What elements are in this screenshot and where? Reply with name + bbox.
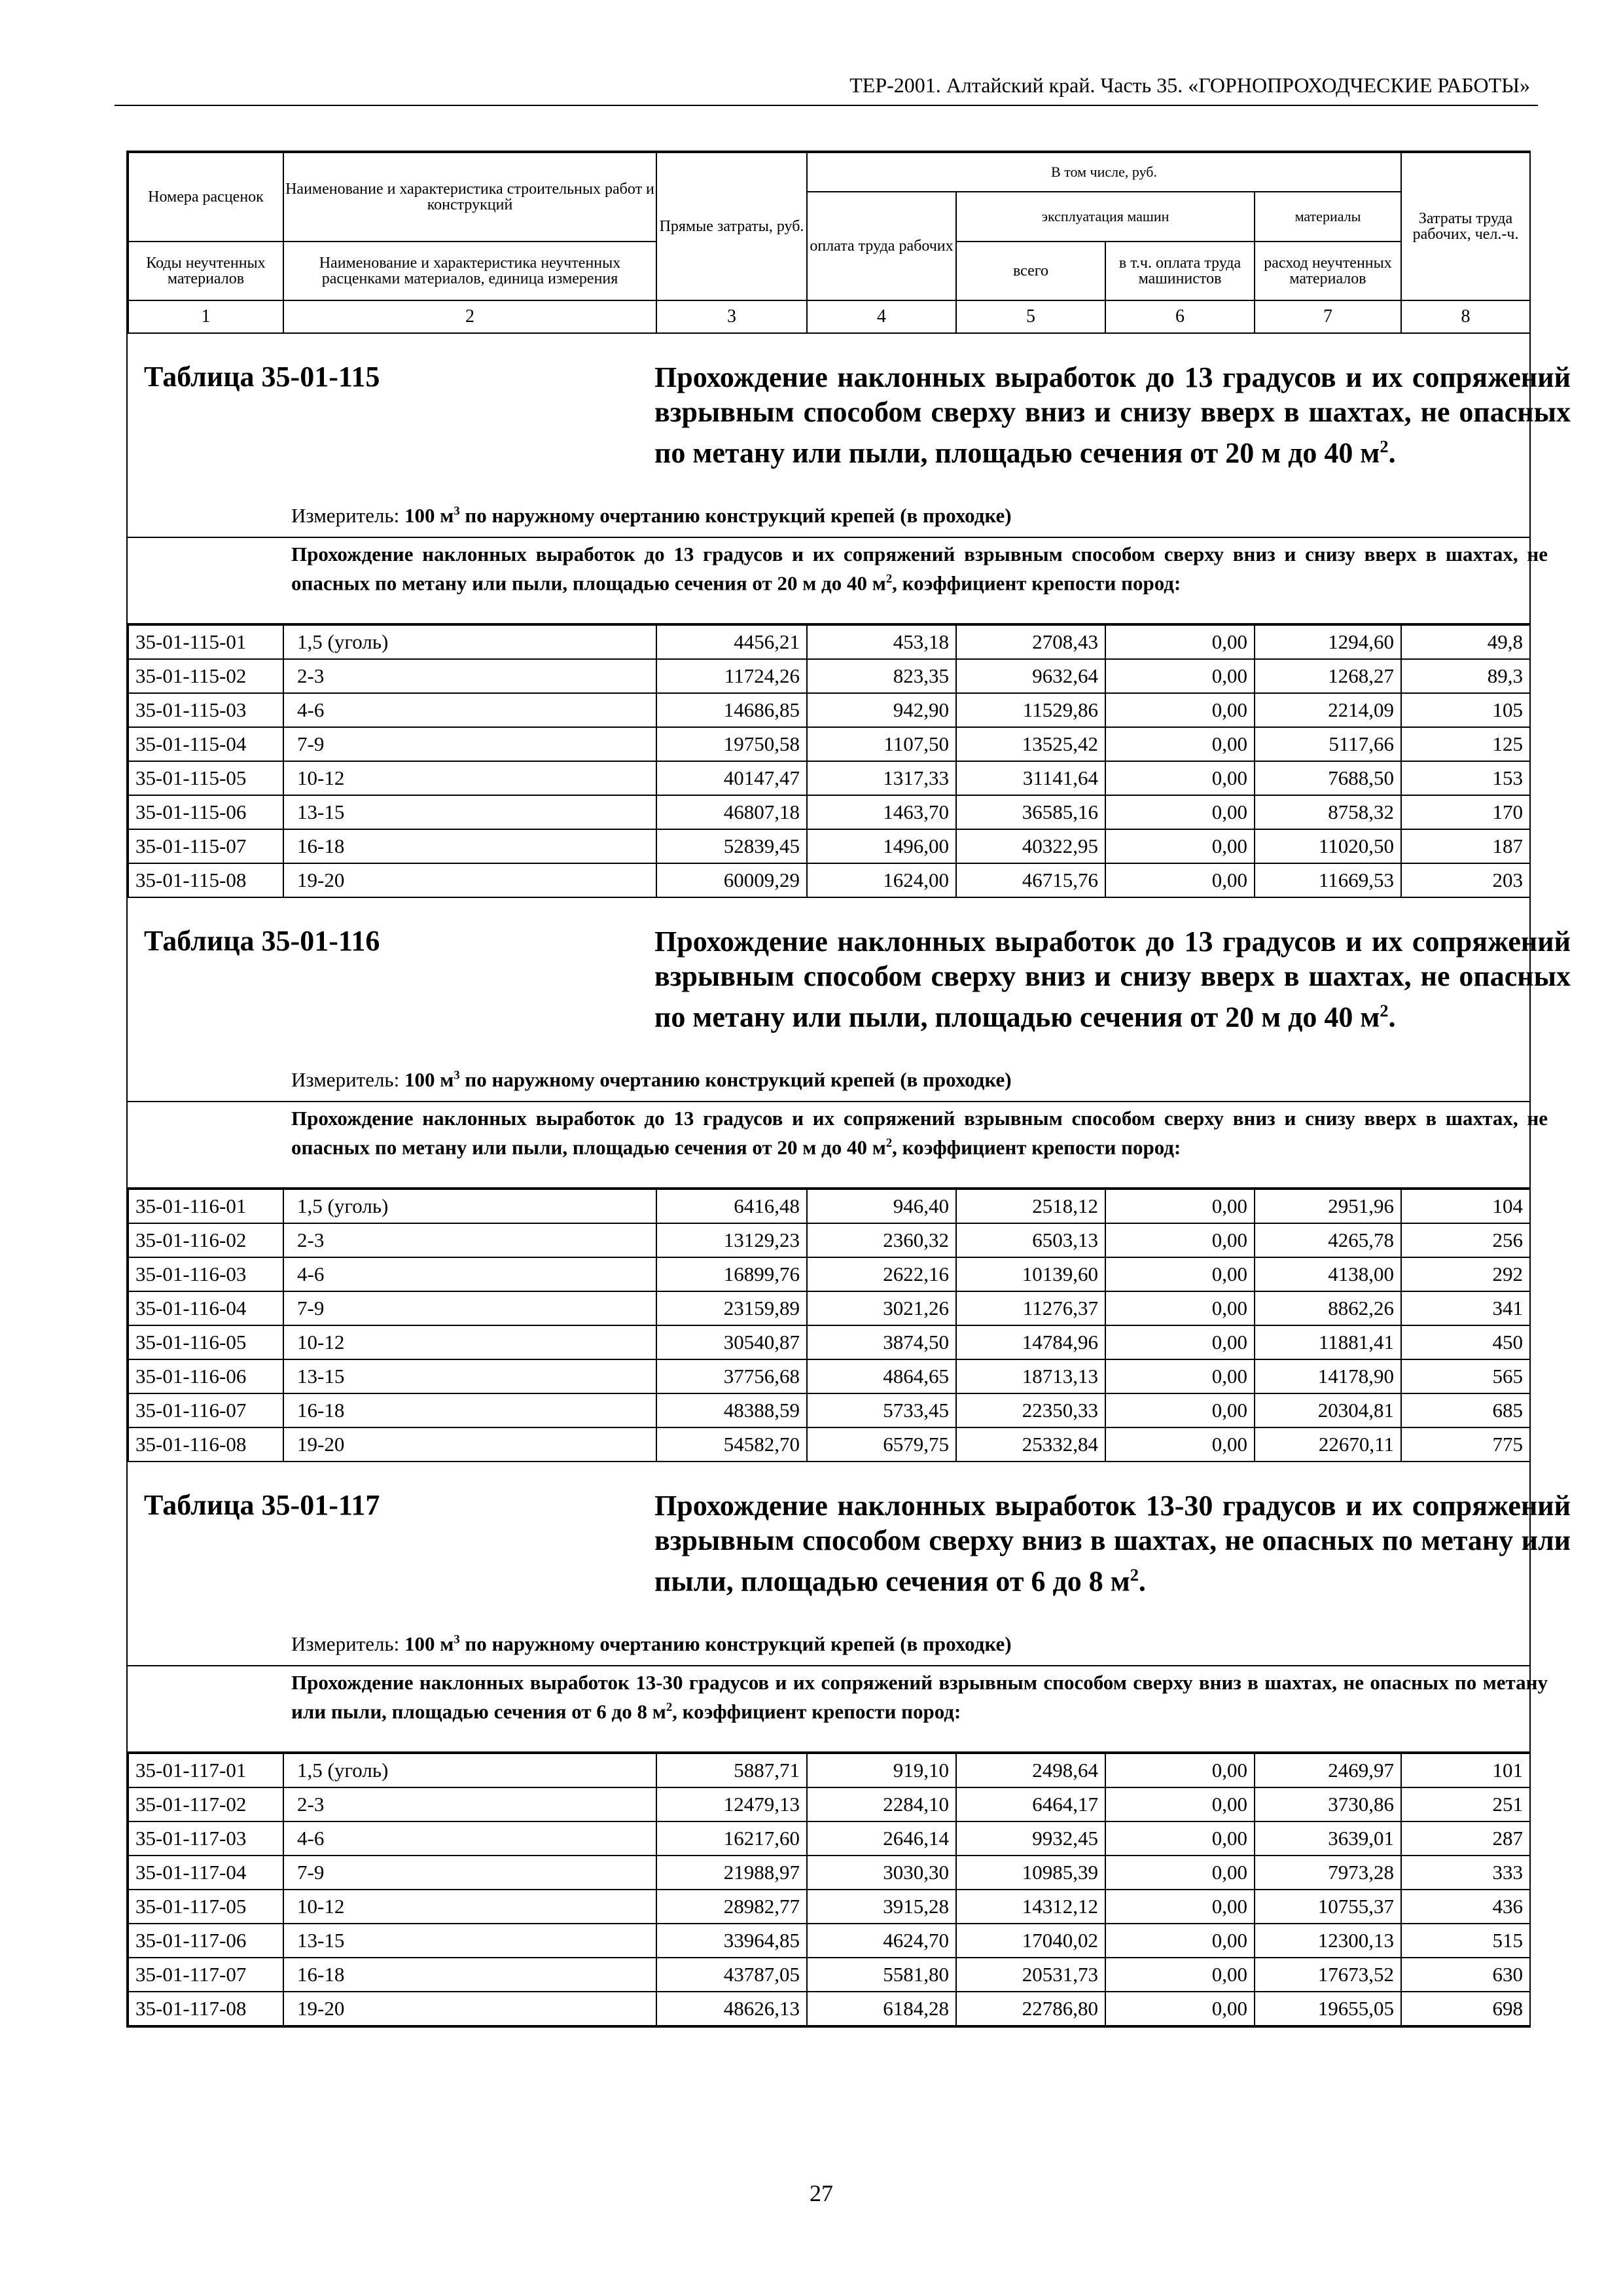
direct-cost: 28982,77 (656, 1890, 807, 1924)
rates-table (128, 1753, 1531, 2026)
direct-cost: 12479,13 (656, 1787, 807, 1821)
col-header-1b: Коды неучтенных материалов (128, 242, 283, 300)
rate-code: 35-01-115-04 (128, 727, 283, 761)
direct-cost: 6416,48 (656, 1189, 807, 1223)
rock-hardness: 19-20 (283, 1992, 656, 2026)
direct-cost: 48388,59 (656, 1393, 807, 1427)
machines-total: 9632,64 (956, 659, 1105, 693)
machinists-pay: 0,00 (1105, 1821, 1255, 1856)
rock-hardness: 10-12 (283, 761, 656, 795)
rate-code: 35-01-115-02 (128, 659, 283, 693)
machinists-pay: 0,00 (1105, 1753, 1255, 1787)
col-header-2b: Наименование и характеристика неучтенных расценками материалов, единица измерения (283, 242, 656, 300)
rock-hardness: 7-9 (283, 727, 656, 761)
machines-total: 9932,45 (956, 1821, 1105, 1856)
labor-pay: 5733,45 (807, 1393, 956, 1427)
table-row (128, 1787, 1530, 1821)
machines-total: 25332,84 (956, 1427, 1105, 1462)
machines-total: 11529,86 (956, 693, 1105, 727)
machines-total: 11276,37 (956, 1291, 1105, 1325)
machines-total: 2498,64 (956, 1753, 1105, 1787)
labor-pay: 453,18 (807, 625, 956, 659)
table-row (128, 1821, 1530, 1856)
machines-total: 6503,13 (956, 1223, 1105, 1257)
machines-total: 36585,16 (956, 795, 1105, 829)
col-number: 3 (656, 300, 807, 333)
table-section-heading (128, 898, 1571, 1102)
col-header-2a: Наименование и характеристика строительных работ и конструкций (283, 152, 656, 242)
machines-total: 2708,43 (956, 625, 1105, 659)
rate-code: 35-01-115-05 (128, 761, 283, 795)
labor-pay: 1317,33 (807, 761, 956, 795)
labor-pay: 4624,70 (807, 1924, 956, 1958)
work-description: Прохождение наклонных выработок 13-30 градусов и их сопряжений взрывным способом сверху вниз в шахтах, не опасных по метану или пыли, площадью сечения от 6 до 8 $м^2$, коэффициент крепости пород: (128, 1666, 1529, 1753)
labor-hours: 187 (1401, 829, 1530, 863)
labor-hours: 450 (1401, 1325, 1530, 1359)
materials: 5117,66 (1255, 727, 1401, 761)
machinists-pay: 0,00 (1105, 1291, 1255, 1325)
machinists-pay: 0,00 (1105, 1856, 1255, 1890)
labor-hours: 436 (1401, 1890, 1530, 1924)
table-row (128, 761, 1530, 795)
materials: 1268,27 (1255, 659, 1401, 693)
machinists-pay: 0,00 (1105, 1890, 1255, 1924)
table-row (128, 829, 1530, 863)
direct-cost: 5887,71 (656, 1753, 807, 1787)
labor-hours: 685 (1401, 1393, 1530, 1427)
machinists-pay: 0,00 (1105, 1787, 1255, 1821)
labor-hours: 515 (1401, 1924, 1530, 1958)
col-number: 5 (956, 300, 1105, 333)
machinists-pay: 0,00 (1105, 1958, 1255, 1992)
page-header (115, 71, 1538, 106)
table-row (128, 1291, 1530, 1325)
machinists-pay: 0,00 (1105, 761, 1255, 795)
work-description: Прохождение наклонных выработок до 13 градусов и их сопряжений взрывным способом сверху вниз и снизу вверх в шахтах, не опасных по метану или пыли, площадью сечения от 20 м до 40 $м^2$, коэффициент крепости пород: (128, 538, 1529, 624)
measure-unit: Измеритель: 100 $м^3$ по наружному очертанию конструкций крепей (в проходке) (291, 1632, 1012, 1655)
labor-hours: 125 (1401, 727, 1530, 761)
materials: 2951,96 (1255, 1189, 1401, 1223)
rock-hardness: 13-15 (283, 1359, 656, 1393)
machinists-pay: 0,00 (1105, 1359, 1255, 1393)
machinists-pay: 0,00 (1105, 1393, 1255, 1427)
table-row (128, 1427, 1530, 1462)
machines-total: 2518,12 (956, 1189, 1105, 1223)
table-row (128, 1958, 1530, 1992)
labor-pay: 1624,00 (807, 863, 956, 897)
machinists-pay: 0,00 (1105, 1924, 1255, 1958)
table-section-heading (128, 1462, 1571, 1666)
machinists-pay: 0,00 (1105, 1427, 1255, 1462)
col-header-7: расход неучтенных материалов (1255, 242, 1401, 300)
col-header-8: Затраты труда рабочих, чел.-ч. (1401, 152, 1530, 300)
table-row (128, 727, 1530, 761)
labor-hours: 153 (1401, 761, 1530, 795)
rate-code: 35-01-115-01 (128, 625, 283, 659)
direct-cost: 23159,89 (656, 1291, 807, 1325)
materials: 12300,13 (1255, 1924, 1401, 1958)
labor-pay: 3030,30 (807, 1856, 956, 1890)
machines-total: 6464,17 (956, 1787, 1105, 1821)
labor-hours: 101 (1401, 1753, 1530, 1787)
rate-code: 35-01-116-04 (128, 1291, 283, 1325)
materials: 22670,11 (1255, 1427, 1401, 1462)
rates-table (128, 1189, 1531, 1462)
rate-code: 35-01-115-08 (128, 863, 283, 897)
labor-pay: 2646,14 (807, 1821, 956, 1856)
table-row (128, 1890, 1530, 1924)
price-table (126, 151, 1571, 2028)
materials: 11669,53 (1255, 863, 1401, 897)
rock-hardness: 1,5 (уголь) (283, 1189, 656, 1223)
rock-hardness: 4-6 (283, 693, 656, 727)
col-number: 7 (1255, 300, 1401, 333)
labor-hours: 251 (1401, 1787, 1530, 1821)
table-title: Прохождение наклонных выработок до 13 градусов и их сопряжений взрывным способом сверху вниз и снизу вверх в шахтах, не опасных по метану или пыли, площадью сечения от 20 м до 40 $м^2$. (654, 925, 1571, 1033)
direct-cost: 52839,45 (656, 829, 807, 863)
labor-hours: 256 (1401, 1223, 1530, 1257)
table-row (128, 1325, 1530, 1359)
rate-code: 35-01-117-07 (128, 1958, 283, 1992)
machines-total: 22350,33 (956, 1393, 1105, 1427)
direct-cost: 40147,47 (656, 761, 807, 795)
materials: 7688,50 (1255, 761, 1401, 795)
col-number: 1 (128, 300, 283, 333)
rate-code: 35-01-117-02 (128, 1787, 283, 1821)
labor-hours: 203 (1401, 863, 1530, 897)
labor-pay: 2622,16 (807, 1257, 956, 1291)
col-number: 6 (1105, 300, 1255, 333)
col-header-3: Прямые затраты, руб. (656, 152, 807, 300)
rock-hardness: 2-3 (283, 659, 656, 693)
machines-total: 20531,73 (956, 1958, 1105, 1992)
materials: 2214,09 (1255, 693, 1401, 727)
measure-unit: Измеритель: 100 $м^3$ по наружному очертанию конструкций крепей (в проходке) (291, 1068, 1012, 1091)
col-number: 8 (1401, 300, 1530, 333)
direct-cost: 60009,29 (656, 863, 807, 897)
table-row (128, 659, 1530, 693)
col-header-4: оплата труда рабочих (807, 192, 956, 300)
labor-pay: 3915,28 (807, 1890, 956, 1924)
materials: 4138,00 (1255, 1257, 1401, 1291)
machinists-pay: 0,00 (1105, 693, 1255, 727)
table-row (128, 1856, 1530, 1890)
labor-hours: 775 (1401, 1427, 1530, 1462)
labor-hours: 104 (1401, 1189, 1530, 1223)
machinists-pay: 0,00 (1105, 829, 1255, 863)
machines-total: 13525,42 (956, 727, 1105, 761)
machines-total: 17040,02 (956, 1924, 1105, 1958)
labor-pay: 1496,00 (807, 829, 956, 863)
direct-cost: 14686,85 (656, 693, 807, 727)
machinists-pay: 0,00 (1105, 1223, 1255, 1257)
col-number: 4 (807, 300, 956, 333)
direct-cost: 33964,85 (656, 1924, 807, 1958)
rock-hardness: 1,5 (уголь) (283, 625, 656, 659)
table-row (128, 1393, 1530, 1427)
machinists-pay: 0,00 (1105, 659, 1255, 693)
rate-code: 35-01-116-02 (128, 1223, 283, 1257)
direct-cost: 54582,70 (656, 1427, 807, 1462)
labor-pay: 2284,10 (807, 1787, 956, 1821)
col-header-6: в т.ч. оплата труда машинистов (1105, 242, 1255, 300)
rock-hardness: 13-15 (283, 1924, 656, 1958)
machines-total: 40322,95 (956, 829, 1105, 863)
labor-pay: 4864,65 (807, 1359, 956, 1393)
table-row (128, 795, 1530, 829)
rock-hardness: 4-6 (283, 1257, 656, 1291)
materials: 8862,26 (1255, 1291, 1401, 1325)
rock-hardness: 16-18 (283, 1393, 656, 1427)
col-header-incl: В том числе, руб. (807, 152, 1401, 192)
labor-pay: 5581,80 (807, 1958, 956, 1992)
rock-hardness: 7-9 (283, 1291, 656, 1325)
direct-cost: 46807,18 (656, 795, 807, 829)
machinists-pay: 0,00 (1105, 795, 1255, 829)
rock-hardness: 16-18 (283, 829, 656, 863)
machinists-pay: 0,00 (1105, 727, 1255, 761)
rock-hardness: 13-15 (283, 795, 656, 829)
materials: 7973,28 (1255, 1856, 1401, 1890)
materials: 11881,41 (1255, 1325, 1401, 1359)
col-number: 2 (283, 300, 656, 333)
materials: 4265,78 (1255, 1223, 1401, 1257)
table-number: Таблица 35-01-116 (144, 925, 380, 957)
direct-cost: 21988,97 (656, 1856, 807, 1890)
materials: 14178,90 (1255, 1359, 1401, 1393)
materials: 2469,97 (1255, 1753, 1401, 1787)
rock-hardness: 19-20 (283, 1427, 656, 1462)
direct-cost: 37756,68 (656, 1359, 807, 1393)
materials: 19655,05 (1255, 1992, 1401, 2026)
machinists-pay: 0,00 (1105, 1992, 1255, 2026)
labor-pay: 6579,75 (807, 1427, 956, 1462)
col-header-mach: эксплуатация машин (956, 192, 1255, 242)
machines-total: 18713,13 (956, 1359, 1105, 1393)
direct-cost: 30540,87 (656, 1325, 807, 1359)
direct-cost: 19750,58 (656, 727, 807, 761)
materials: 20304,81 (1255, 1393, 1401, 1427)
direct-cost: 48626,13 (656, 1992, 807, 2026)
labor-hours: 105 (1401, 693, 1530, 727)
rate-code: 35-01-117-01 (128, 1753, 283, 1787)
table-row (128, 1257, 1530, 1291)
materials: 8758,32 (1255, 795, 1401, 829)
direct-cost: 4456,21 (656, 625, 807, 659)
machines-total: 31141,64 (956, 761, 1105, 795)
labor-pay: 1107,50 (807, 727, 956, 761)
rock-hardness: 1,5 (уголь) (283, 1753, 656, 1787)
labor-pay: 3874,50 (807, 1325, 956, 1359)
rates-table (128, 624, 1531, 898)
col-header-1a: Номера расценок (128, 152, 283, 242)
direct-cost: 11724,26 (656, 659, 807, 693)
labor-hours: 89,3 (1401, 659, 1530, 693)
table-title: Прохождение наклонных выработок до 13 градусов и их сопряжений взрывным способом сверху вниз и снизу вверх в шахтах, не опасных по метану или пыли, площадью сечения от 20 м до 40 $м^2$. (654, 361, 1571, 469)
rate-code: 35-01-117-05 (128, 1890, 283, 1924)
rate-code: 35-01-115-06 (128, 795, 283, 829)
machinists-pay: 0,00 (1105, 1189, 1255, 1223)
rate-code: 35-01-117-04 (128, 1856, 283, 1890)
rock-hardness: 19-20 (283, 863, 656, 897)
table-number: Таблица 35-01-117 (144, 1489, 380, 1521)
labor-hours: 170 (1401, 795, 1530, 829)
direct-cost: 16217,60 (656, 1821, 807, 1856)
rock-hardness: 10-12 (283, 1325, 656, 1359)
materials: 11020,50 (1255, 829, 1401, 863)
table-row (128, 693, 1530, 727)
materials: 10755,37 (1255, 1890, 1401, 1924)
rate-code: 35-01-115-07 (128, 829, 283, 863)
labor-hours: 341 (1401, 1291, 1530, 1325)
table-number: Таблица 35-01-115 (144, 361, 380, 393)
rate-code: 35-01-117-06 (128, 1924, 283, 1958)
machinists-pay: 0,00 (1105, 863, 1255, 897)
labor-hours: 287 (1401, 1821, 1530, 1856)
labor-hours: 630 (1401, 1958, 1530, 1992)
labor-hours: 333 (1401, 1856, 1530, 1890)
labor-hours: 49,8 (1401, 625, 1530, 659)
rate-code: 35-01-117-08 (128, 1992, 283, 2026)
machines-total: 14312,12 (956, 1890, 1105, 1924)
table-title: Прохождение наклонных выработок 13-30 градусов и их сопряжений взрывным способом сверху вниз в шахтах, не опасных по метану или пыли, площадью сечения от 6 до 8 $м^2$. (654, 1490, 1571, 1598)
materials: 3730,86 (1255, 1787, 1401, 1821)
rate-code: 35-01-116-03 (128, 1257, 283, 1291)
rock-hardness: 2-3 (283, 1787, 656, 1821)
rate-code: 35-01-116-01 (128, 1189, 283, 1223)
rate-code: 35-01-116-06 (128, 1359, 283, 1393)
labor-hours: 565 (1401, 1359, 1530, 1393)
table-section-heading (128, 334, 1571, 538)
labor-pay: 2360,32 (807, 1223, 956, 1257)
machines-total: 10139,60 (956, 1257, 1105, 1291)
table-row (128, 1753, 1530, 1787)
rate-code: 35-01-116-08 (128, 1427, 283, 1462)
measure-unit: Измеритель: 100 $м^3$ по наружному очертанию конструкций крепей (в проходке) (291, 504, 1012, 527)
rate-code: 35-01-117-03 (128, 1821, 283, 1856)
rock-hardness: 10-12 (283, 1890, 656, 1924)
labor-pay: 1463,70 (807, 795, 956, 829)
machinists-pay: 0,00 (1105, 1325, 1255, 1359)
materials: 3639,01 (1255, 1821, 1401, 1856)
table-row (128, 863, 1530, 897)
machines-total: 22786,80 (956, 1992, 1105, 2026)
header-title: ТЕР-2001. Алтайский край. Часть 35. «ГОРНОПРОХОДЧЕСКИЕ РАБОТЫ» (849, 73, 1530, 97)
col-header-mat: материалы (1255, 192, 1401, 242)
rate-code: 35-01-116-05 (128, 1325, 283, 1359)
rock-hardness: 4-6 (283, 1821, 656, 1856)
rate-code: 35-01-116-07 (128, 1393, 283, 1427)
direct-cost: 43787,05 (656, 1958, 807, 1992)
table-row (128, 1189, 1530, 1223)
materials: 17673,52 (1255, 1958, 1401, 1992)
machines-total: 10985,39 (956, 1856, 1105, 1890)
direct-cost: 16899,76 (656, 1257, 807, 1291)
labor-pay: 823,35 (807, 659, 956, 693)
labor-hours: 292 (1401, 1257, 1530, 1291)
labor-hours: 698 (1401, 1992, 1530, 2026)
table-row (128, 625, 1530, 659)
labor-pay: 919,10 (807, 1753, 956, 1787)
direct-cost: 13129,23 (656, 1223, 807, 1257)
rock-hardness: 2-3 (283, 1223, 656, 1257)
labor-pay: 946,40 (807, 1189, 956, 1223)
labor-pay: 6184,28 (807, 1992, 956, 2026)
table-row (128, 1223, 1530, 1257)
rock-hardness: 16-18 (283, 1958, 656, 1992)
labor-pay: 3021,26 (807, 1291, 956, 1325)
machines-total: 14784,96 (956, 1325, 1105, 1359)
labor-pay: 942,90 (807, 693, 956, 727)
table-row (128, 1924, 1530, 1958)
column-header (128, 152, 1531, 334)
work-description: Прохождение наклонных выработок до 13 градусов и их сопряжений взрывным способом сверху вниз и снизу вверх в шахтах, не опасных по метану или пыли, площадью сечения от 20 м до 40 $м^2$, коэффициент крепости пород: (128, 1102, 1529, 1189)
machines-total: 46715,76 (956, 863, 1105, 897)
table-row (128, 1992, 1530, 2026)
materials: 1294,60 (1255, 625, 1401, 659)
col-header-5: всего (956, 242, 1105, 300)
machinists-pay: 0,00 (1105, 625, 1255, 659)
table-row (128, 1359, 1530, 1393)
rate-code: 35-01-115-03 (128, 693, 283, 727)
rock-hardness: 7-9 (283, 1856, 656, 1890)
page-number: 27 (810, 2180, 833, 2206)
machinists-pay: 0,00 (1105, 1257, 1255, 1291)
